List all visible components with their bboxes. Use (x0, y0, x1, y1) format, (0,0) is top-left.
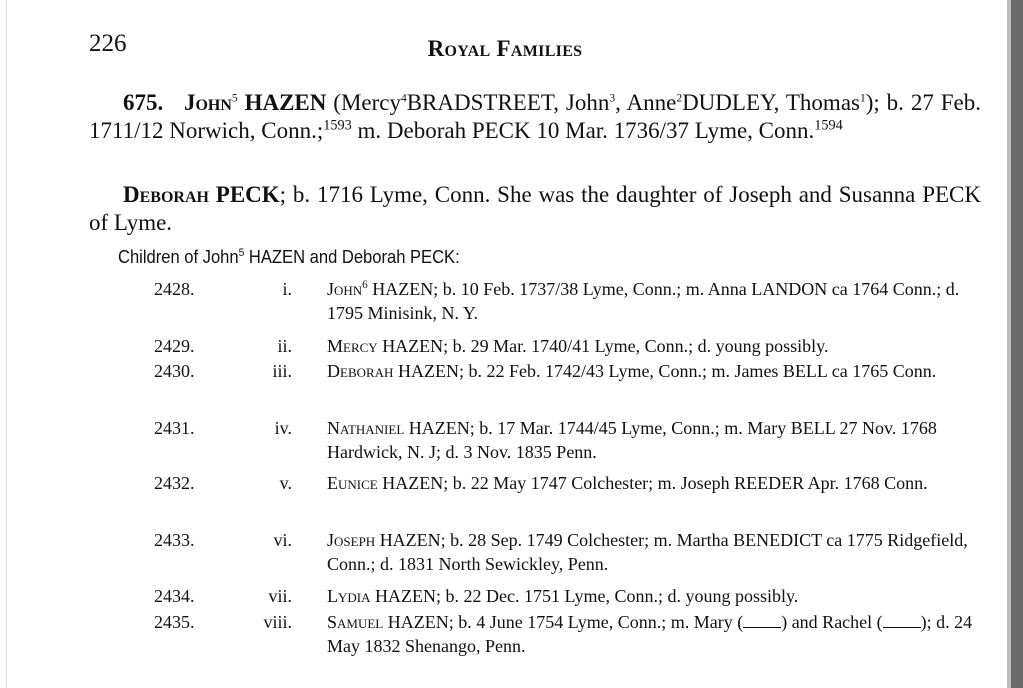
entry-birth: ); b. 27 Feb. 1711/12 Norwich, Conn.; (89, 90, 981, 143)
children-heading-suffix: HAZEN and Deborah PECK: (244, 247, 460, 267)
entry-name-first: John (183, 90, 232, 115)
blank-line (883, 611, 921, 628)
child-number: 2428. (154, 279, 195, 299)
footnote-1594: 1594 (814, 117, 843, 134)
child-name: Mercy (327, 336, 378, 356)
ancestry-open: (Mercy (333, 90, 401, 115)
gen-1: 1 (859, 92, 866, 105)
entry-number: 675. (123, 90, 164, 115)
child-roman: vi. (273, 530, 292, 550)
child-number: 2430. (154, 361, 195, 381)
children-heading-prefix: Children of John (118, 247, 239, 267)
gen-4: 4 (400, 92, 407, 105)
ancestry-dudley: DUDLEY, Thomas (682, 90, 860, 115)
child-text (327, 471, 982, 495)
child-roman: i. (282, 279, 292, 299)
child-details: HAZEN; b. 17 Mar. 1744/45 Lyme, Conn.; m. Mary BELL 27 Nov. 1768 Hardwick, N. J; d. 3 Nov. 1835 Penn. (327, 418, 937, 462)
child-text (327, 334, 982, 358)
spouse-name: Deborah PECK (123, 182, 280, 207)
footnote-1593: 1593 (323, 117, 352, 134)
child-number: 2431. (154, 418, 195, 438)
spouse-paragraph (89, 181, 981, 237)
child-details: HAZEN; b. 28 Sep. 1749 Colchester; m. Martha BENEDICT ca 1775 Ridgefield, Conn.; d. 1831 North Sewickley, Penn. (327, 530, 968, 574)
children-heading (118, 247, 489, 268)
page-edge-left (6, 0, 7, 688)
child-text (327, 610, 982, 658)
child-name: Eunice (327, 473, 378, 493)
child-number: 2429. (154, 336, 195, 356)
entry-675 (89, 89, 981, 145)
running-head: Royal Families (427, 36, 583, 61)
child-roman: ii. (277, 336, 292, 356)
child-details-b: ) and Rachel ( (781, 612, 883, 632)
child-name: John (327, 279, 363, 299)
page-number: 226 (89, 30, 127, 57)
child-roman: iii. (272, 361, 292, 381)
blank-line (743, 611, 781, 628)
child-roman: iv. (274, 418, 292, 438)
child-details: HAZEN; b. 22 Feb. 1742/43 Lyme, Conn.; m. James BELL ca 1765 Conn. (393, 361, 937, 381)
child-number: 2435. (154, 612, 195, 632)
children-heading-gen: 5 (238, 247, 245, 259)
child-text (327, 359, 982, 383)
gen-3: 3 (609, 92, 616, 105)
child-number: 2434. (154, 586, 195, 606)
child-details: HAZEN; b. 29 Mar. 1740/41 Lyme, Conn.; d. young possibly. (377, 336, 829, 356)
child-roman: vii. (268, 586, 292, 606)
entry-name-gen: 5 (231, 92, 238, 105)
child-roman: viii. (263, 612, 292, 632)
child-details-c: ); d. 24 May 1832 Shenango, Penn. (327, 612, 973, 656)
gen-2: 2 (676, 92, 683, 105)
spouse-text: ; b. 1716 Lyme, Conn. She was the daughter of Joseph and Susanna PECK of Lyme. (89, 182, 982, 235)
child-name: Lydia (327, 586, 371, 606)
child-text (327, 528, 982, 576)
ancestry-anne: , Anne (615, 90, 677, 115)
child-number: 2432. (154, 473, 195, 493)
child-number: 2433. (154, 530, 195, 550)
child-details: HAZEN; b. 4 June 1754 Lyme, Conn.; m. Mary ( (383, 612, 744, 632)
ancestry-bradstreet: BRADSTREET, John (406, 90, 610, 115)
child-name: Samuel (327, 612, 384, 632)
child-details: HAZEN; b. 10 Feb. 1737/38 Lyme, Conn.; m. Anna LANDON ca 1764 Conn.; d. 1795 Minisink, N. Y. (327, 279, 960, 323)
entry-name-last: HAZEN (244, 90, 327, 115)
page-edge-right (1011, 0, 1023, 688)
child-name: Joseph (327, 530, 376, 550)
child-details: HAZEN; b. 22 May 1747 Colchester; m. Joseph REEDER Apr. 1768 Conn. (377, 473, 928, 493)
child-text (327, 584, 982, 608)
entry-marriage: m. Deborah PECK 10 Mar. 1736/37 Lyme, Conn. (351, 118, 815, 143)
child-gen: 6 (362, 279, 368, 291)
child-text (327, 416, 982, 464)
child-name: Nathaniel (327, 418, 405, 438)
child-details: HAZEN; b. 22 Dec. 1751 Lyme, Conn.; d. young possibly. (370, 586, 799, 606)
child-roman: v. (279, 473, 292, 493)
child-text (327, 277, 982, 325)
child-name: Deborah (327, 361, 394, 381)
